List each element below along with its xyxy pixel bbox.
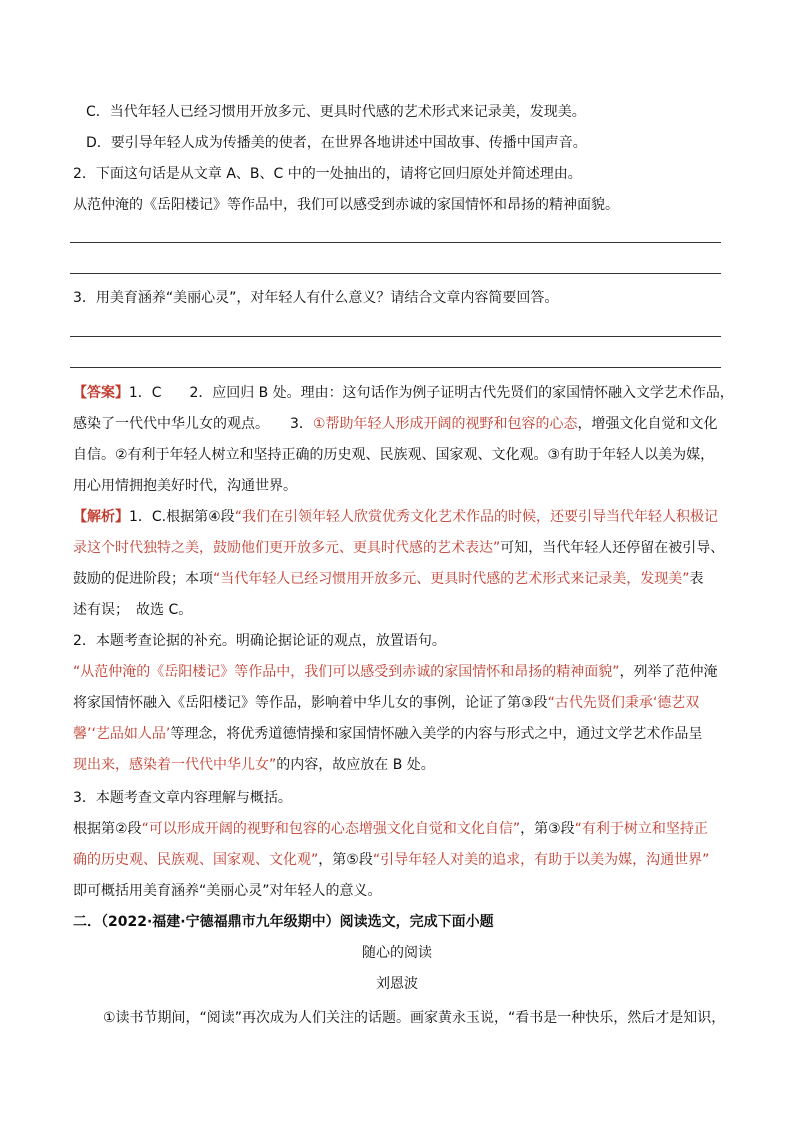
option-d: D．要引导年轻人成为传播美的使者，在世界各地讲述中国故事、传播中国声音。	[86, 135, 587, 151]
answer-tag: 【答案】	[73, 385, 129, 401]
answer-line	[70, 367, 721, 368]
analysis-line-1: 【解析】1．C.根据第④段“我们在引领年轻人欣赏优秀文化艺术作品的时候，还要引导当代年轻人积极记	[73, 509, 718, 525]
analysis-3-heading: 3．本题考查文章内容理解与概括。	[73, 790, 292, 806]
article-author: 刘恩波	[376, 976, 418, 992]
option-c: C．当代年轻人已经习惯用开放多元、更具时代感的艺术形式来记录美，发现美。	[86, 104, 586, 120]
article-title: 随心的阅读	[362, 945, 432, 961]
answer-line	[70, 242, 721, 243]
analysis-tag: 【解析】	[73, 509, 129, 525]
section-2-heading: 二．（2022·福建·宁德福鼎市九年级期中）阅读选文，完成下面小题	[73, 914, 494, 930]
analysis-3-line-2: 确的历史观、民族观、国家观、文化观”，第⑤段“引导年轻人对美的追求，有助于以美为媒，沟通世界”	[73, 852, 710, 868]
question-3-prompt: 3．用美育涵养“美丽心灵”，对年轻人有什么意义？请结合文章内容简要回答。	[73, 290, 559, 306]
answer-line-4: 用心用情拥抱美好时代，沟通世界。	[73, 478, 297, 494]
article-paragraph-1: ①读书节期间，“阅读”再次成为人们关注的话题。画家黄永玉说，“看书是一种快乐，然后才是知识，	[103, 1010, 726, 1026]
analysis-2-line-2: 将家国情怀融入《岳阳楼记》等作品，影响着中华儿女的事例，论证了第③段“古代先贤们秉承‘德艺双	[73, 695, 700, 711]
answer-line	[70, 336, 721, 337]
analysis-line-3: 鼓励的促进阶段；本项“当代年轻人已经习惯用开放多元、更具时代感的艺术形式来记录美，发现美”表	[73, 571, 704, 587]
answer-line	[70, 273, 721, 274]
question-2-sentence: 从范仲淹的《岳阳楼记》等作品中，我们可以感受到赤诚的家国情怀和昂扬的精神面貌。	[73, 197, 619, 213]
analysis-line-2: 录这个时代独特之美，鼓励他们更开放多元、更具时代感的艺术表达”可知，当代年轻人还停留在被引导、	[73, 540, 725, 556]
analysis-line-4: 述有误； 故选 C。	[73, 602, 193, 618]
answer-line-3: 自信。②有利于年轻人树立和坚持正确的历史观、民族观、国家观、文化观。③有助于年轻人以美为媒，	[73, 447, 715, 463]
analysis-2-line-4: 现出来，感染着一代代中华儿女”的内容，故应放在 B 处。	[73, 757, 435, 773]
analysis-2-line-1: “从范仲淹的《岳阳楼记》等作品中，我们可以感受到赤诚的家国情怀和昂扬的精神面貌”，列举了范仲淹	[73, 664, 718, 680]
answer-line-2: 感染了一代代中华儿女的观点。 3．①帮助年轻人形成开阔的视野和包容的心态，增强文化自觉和文化	[73, 416, 718, 432]
analysis-3-line-1: 根据第②段“可以形成开阔的视野和包容的心态增强文化自觉和文化自信”，第③段“有利于树立和坚持正	[73, 821, 708, 837]
analysis-2-line-3: 馨’‘艺品如人品’等理念，将优秀道德情操和家国情怀融入美学的内容与形式之中，通过文学艺术作品呈	[73, 726, 703, 742]
answer-line-1: 【答案】1．C 2．应回归 B 处。理由：这句话作为例子证明古代先贤们的家国情怀融入文学艺术作品，	[73, 385, 734, 401]
question-2-prompt: 2．下面这句话是从文章 A、B、C 中的一处抽出的，请将它回归原处并简述理由。	[73, 166, 582, 182]
analysis-3-line-3: 即可概括用美育涵养“美丽心灵”对年轻人的意义。	[73, 883, 382, 899]
analysis-2-heading: 2．本题考查论据的补充。明确论据论证的观点，放置语句。	[73, 633, 446, 649]
